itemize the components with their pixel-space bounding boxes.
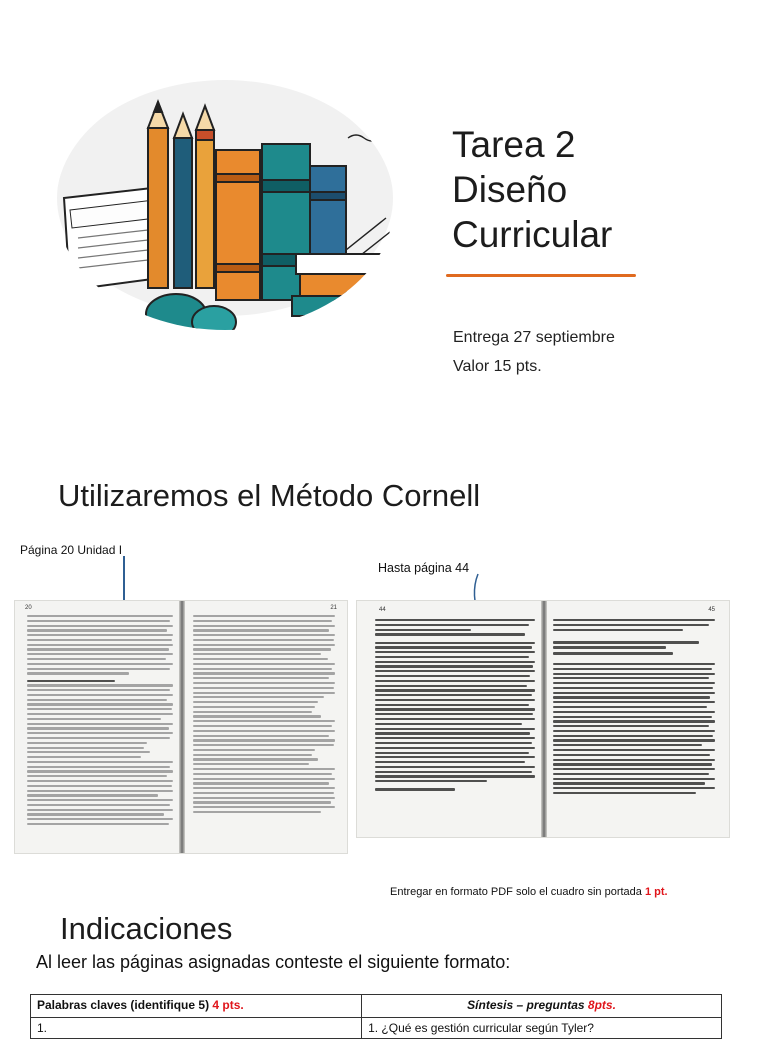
cornell-method-heading: Utilizaremos el Método Cornell bbox=[58, 478, 481, 513]
title-line-2: Diseño bbox=[452, 169, 568, 210]
title-underline bbox=[446, 274, 636, 277]
keywords-header bbox=[31, 995, 362, 1018]
title-line-3: Curricular bbox=[452, 214, 613, 255]
delivery-info bbox=[453, 323, 615, 381]
cornell-format-table bbox=[30, 994, 722, 1039]
page-title bbox=[452, 122, 612, 257]
table-header-row bbox=[31, 995, 722, 1018]
delivery-date: Entrega 27 septiembre bbox=[453, 329, 615, 346]
keywords-header-text: Palabras claves (identifique 5) bbox=[37, 998, 210, 1012]
title-line-1: Tarea 2 bbox=[452, 124, 576, 165]
pdf-note-text: Entregar en formato PDF solo el cuadro sin portada bbox=[390, 886, 642, 898]
scan-page-number: 21 bbox=[330, 605, 337, 611]
synthesis-header bbox=[362, 995, 722, 1018]
assignment-value: Valor 15 pts. bbox=[453, 358, 542, 375]
pdf-submission-note bbox=[390, 886, 668, 898]
textbook-scan-pages-44-45 bbox=[356, 600, 730, 838]
page-start-label: Página 20 Unidad I bbox=[20, 543, 123, 557]
indications-heading: Indicaciones bbox=[60, 911, 233, 946]
scan-column-left bbox=[375, 619, 535, 793]
scan-page-number: 44 bbox=[379, 607, 386, 613]
page-end-label: Hasta página 44 bbox=[378, 561, 470, 575]
scan-page-number: 45 bbox=[708, 607, 715, 613]
table-row bbox=[31, 1018, 722, 1039]
scan-column-right bbox=[553, 619, 715, 797]
pdf-note-points: 1 pt. bbox=[644, 886, 668, 898]
scan-column-right bbox=[193, 615, 335, 816]
books-illustration bbox=[56, 78, 394, 330]
synthesis-header-text: Síntesis – preguntas bbox=[467, 998, 585, 1012]
question-cell: 1. ¿Qué es gestión curricular según Tyler? bbox=[362, 1018, 722, 1039]
instruction-text: Al leer las páginas asignadas conteste el siguiente formato: bbox=[36, 952, 511, 972]
textbook-scan-pages-20-21 bbox=[14, 600, 348, 854]
keywords-points: 4 pts. bbox=[212, 998, 244, 1012]
book-gutter bbox=[541, 601, 547, 837]
book-gutter bbox=[179, 601, 185, 853]
scan-column-left bbox=[27, 615, 173, 828]
synthesis-points: 8pts. bbox=[587, 998, 616, 1012]
keyword-cell: 1. bbox=[31, 1018, 362, 1039]
scan-page-number: 20 bbox=[25, 605, 32, 611]
